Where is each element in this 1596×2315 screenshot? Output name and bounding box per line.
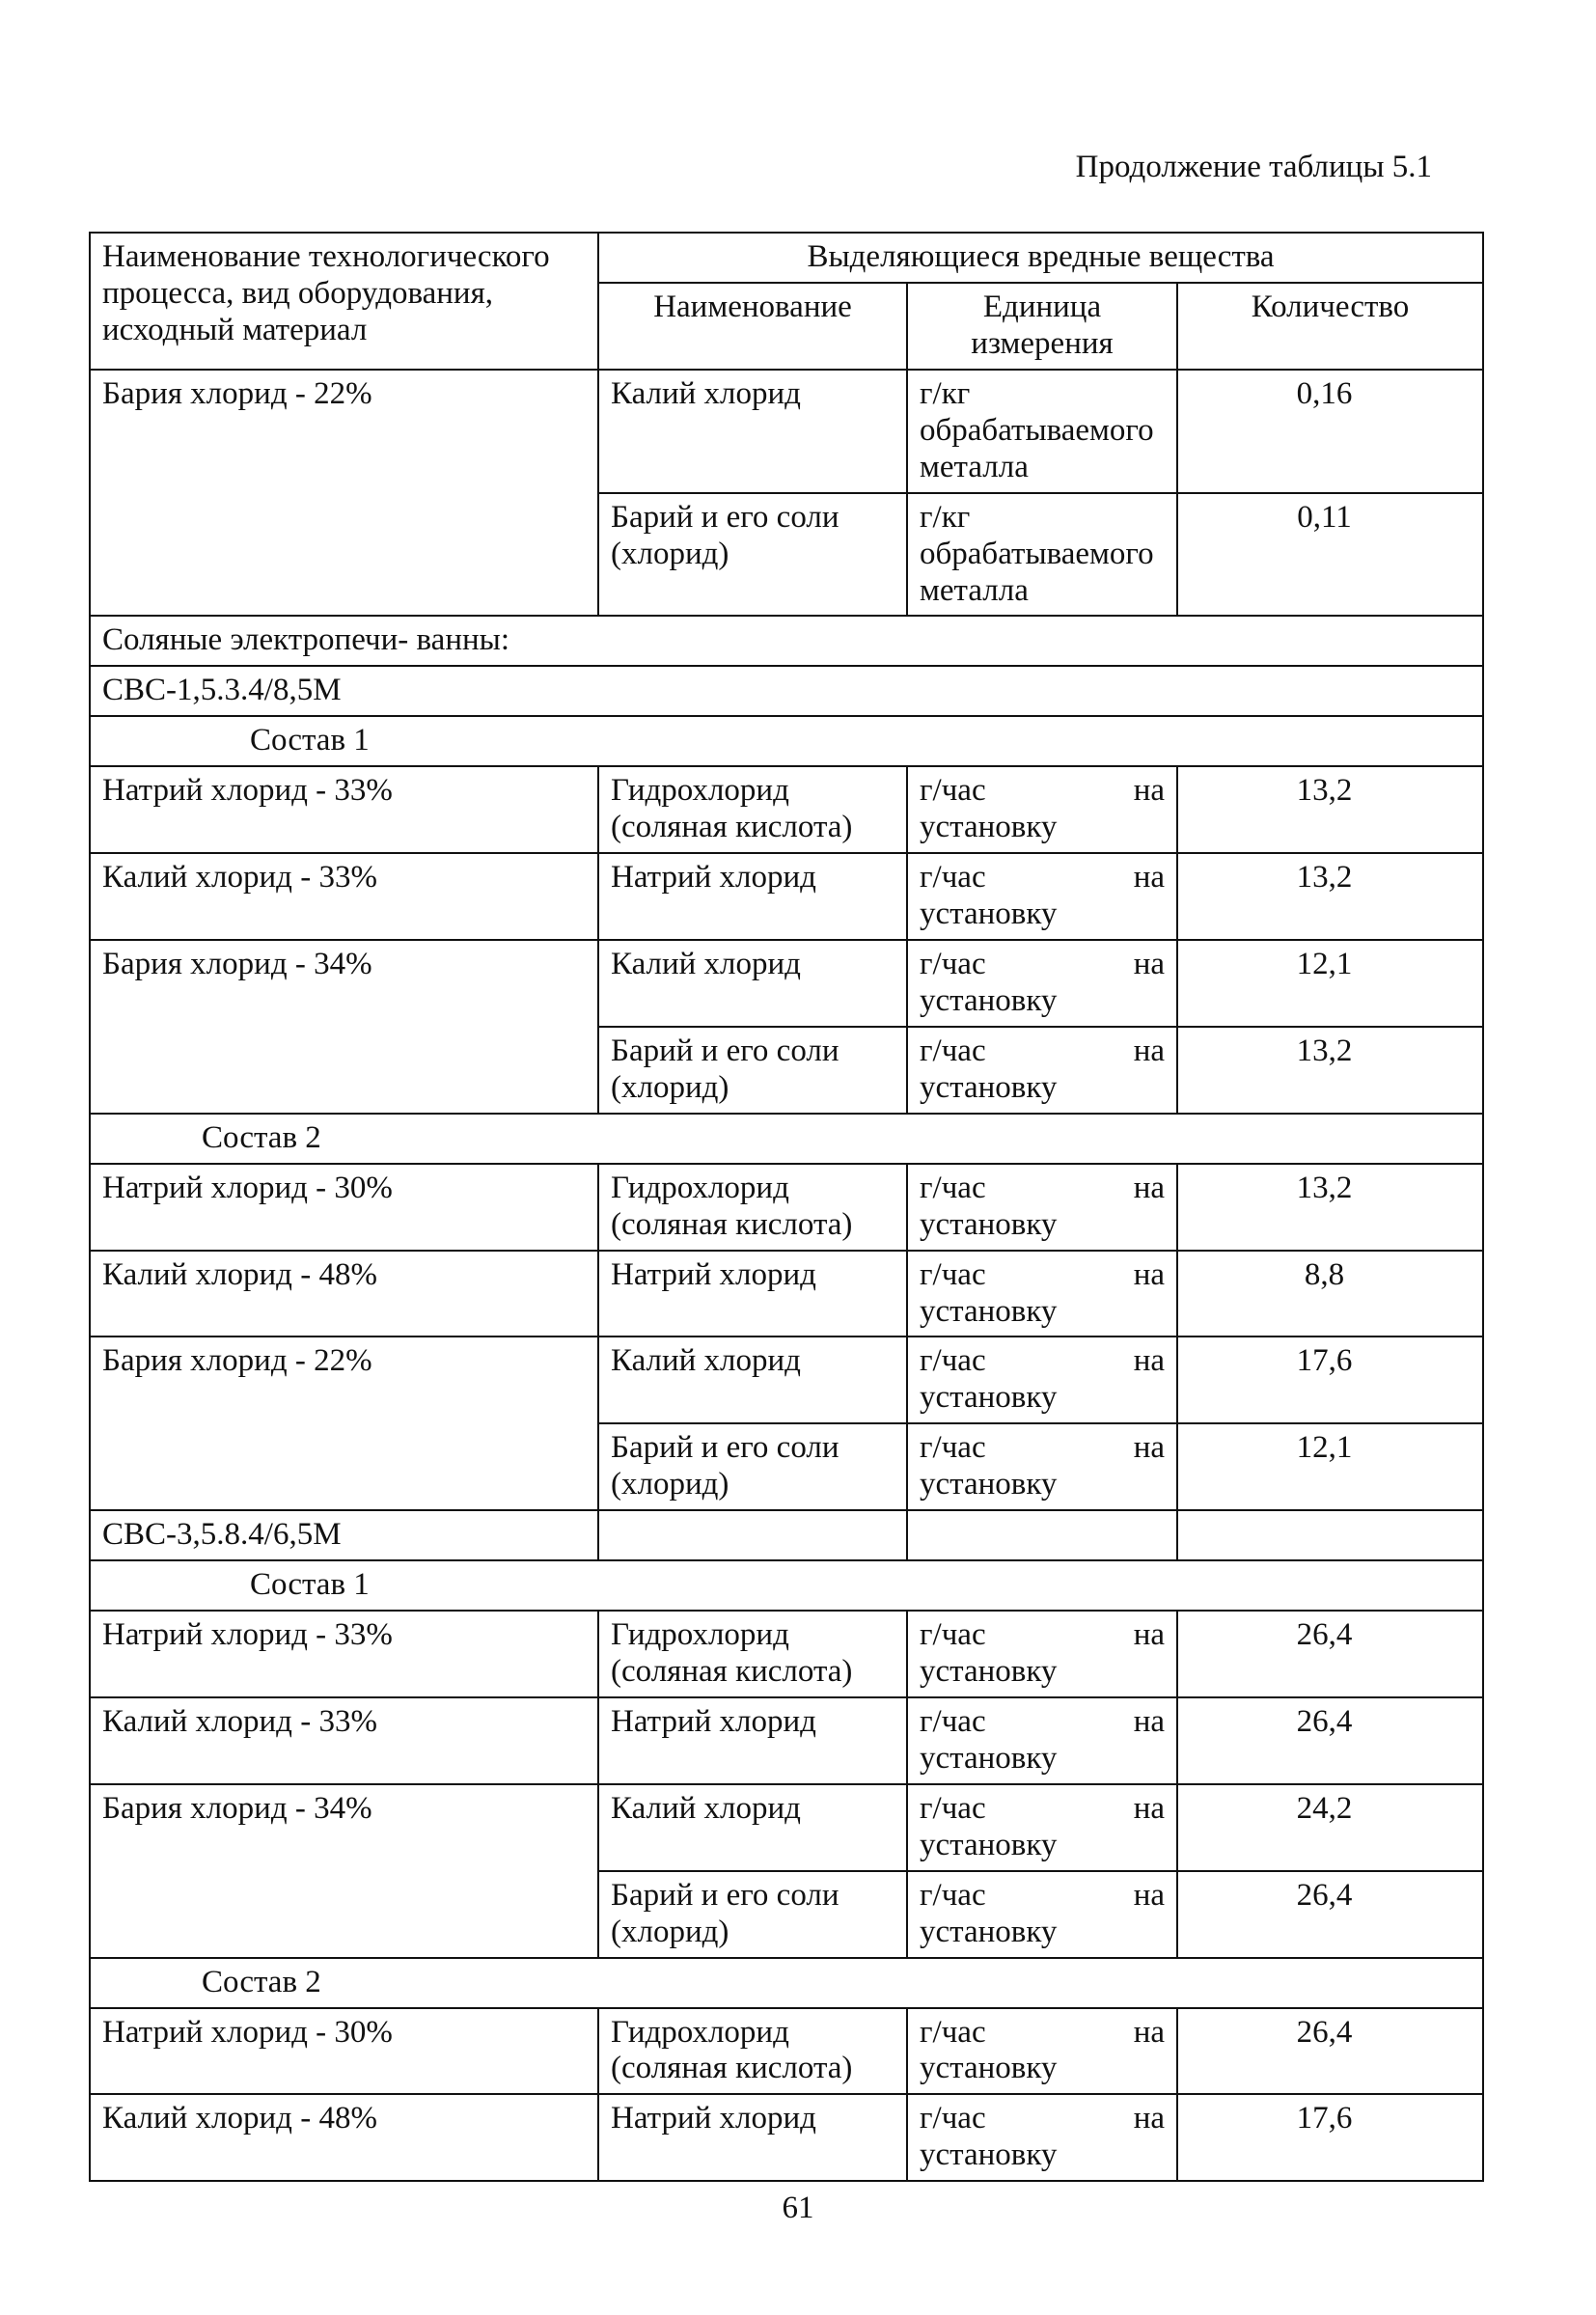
section-row [90,1114,1483,1164]
substance-unit: г/час на установку [907,1784,1177,1871]
substance-qty: 13,2 [1177,766,1483,853]
substance-name: Натрий хлорид [598,1697,907,1784]
substance-qty: 17,6 [1177,1337,1483,1423]
equipment-model: СВС-1,5.3.4/8,5М [90,666,1483,716]
composition-title: Состав 1 [90,1560,1483,1611]
section-row [90,716,1483,766]
substance-unit: г/час на установку [907,853,1177,940]
equipment-model: СВС-3,5.8.4/6,5М [90,1510,598,1560]
substance-name: Натрий хлорид [598,1251,907,1337]
section-row [90,1510,1483,1560]
material-cell: Бария хлорид - 22% [90,370,598,617]
composition-title: Состав 1 [90,716,1483,766]
material-cell: Бария хлорид - 22% [90,1337,598,1510]
substance-name: Барий и его соли (хлорид) [598,1871,907,1958]
substance-unit: г/час на установку [907,1697,1177,1784]
substance-name: Гидрохлорид (соляная кислота) [598,766,907,853]
substance-unit: г/час на установку [907,2008,1177,2095]
table-row [90,1611,1483,1697]
composition-title: Состав 2 [90,1114,1483,1164]
table-row [90,1337,1483,1423]
header-group: Выделяющиеся вредные вещества [598,233,1483,283]
table-row [90,370,1483,493]
header-unit: Единица измерения [907,283,1177,370]
substance-name: Барий и его соли (хлорид) [598,493,907,617]
substance-unit: г/час на установку [907,940,1177,1027]
substance-qty: 12,1 [1177,940,1483,1027]
substance-name: Барий и его соли (хлорид) [598,1027,907,1114]
substance-qty: 0,11 [1177,493,1483,617]
table-row [90,1164,1483,1251]
header-name: Наименование [598,283,907,370]
substance-qty: 12,1 [1177,1423,1483,1510]
substance-qty: 13,2 [1177,1164,1483,1251]
substance-unit: г/час на установку [907,1871,1177,1958]
table-row [90,766,1483,853]
section-row [90,1958,1483,2008]
substance-unit: г/час на установку [907,766,1177,853]
table-row [90,1697,1483,1784]
table-row [90,2008,1483,2095]
material-cell: Натрий хлорид - 30% [90,1164,598,1251]
substance-qty: 13,2 [1177,853,1483,940]
hazardous-substances-table [89,232,1484,2182]
section-row [90,1560,1483,1611]
substance-unit: г/час на установку [907,1611,1177,1697]
substance-name: Гидрохлорид (соляная кислота) [598,1611,907,1697]
material-cell: Калий хлорид - 48% [90,2094,598,2181]
material-cell: Бария хлорид - 34% [90,940,598,1114]
empty-cell [598,1510,907,1560]
material-cell: Натрий хлорид - 33% [90,766,598,853]
substance-name: Гидрохлорид (соляная кислота) [598,2008,907,2095]
table-row [90,853,1483,940]
header-row [90,233,1483,283]
substance-qty: 8,8 [1177,1251,1483,1337]
empty-cell [907,1510,1177,1560]
material-cell: Натрий хлорид - 30% [90,2008,598,2095]
header-process: Наименование технологического процесса, вид оборудования, исходный материал [90,233,598,370]
substance-qty: 26,4 [1177,2008,1483,2095]
table-row [90,1784,1483,1871]
material-cell: Калий хлорид - 48% [90,1251,598,1337]
substance-unit: г/кг обрабатываемого металла [907,493,1177,617]
composition-title: Состав 2 [90,1958,1483,2008]
section-row [90,616,1483,666]
salt-baths-label: Соляные электропечи- ванны: [90,616,1483,666]
header-qty: Количество [1177,283,1483,370]
substance-name: Барий и его соли (хлорид) [598,1423,907,1510]
table-row [90,940,1483,1027]
substance-name: Натрий хлорид [598,2094,907,2181]
substance-name: Калий хлорид [598,1337,907,1423]
material-cell: Калий хлорид - 33% [90,1697,598,1784]
substance-qty: 26,4 [1177,1871,1483,1958]
table-row [90,1251,1483,1337]
substance-unit: г/час на установку [907,1164,1177,1251]
material-cell: Калий хлорид - 33% [90,853,598,940]
substance-unit: г/час на установку [907,1423,1177,1510]
substance-unit: г/час на установку [907,1027,1177,1114]
substance-name: Калий хлорид [598,370,907,493]
section-row [90,666,1483,716]
substance-qty: 17,6 [1177,2094,1483,2181]
substance-name: Калий хлорид [598,1784,907,1871]
substance-unit: г/час на установку [907,1337,1177,1423]
page-number: 61 [782,2191,814,2225]
table-caption: Продолжение таблицы 5.1 [1075,150,1432,184]
empty-cell [1177,1510,1483,1560]
substance-name: Гидрохлорид (соляная кислота) [598,1164,907,1251]
substance-unit: г/кг обрабатываемого металла [907,370,1177,493]
substance-name: Натрий хлорид [598,853,907,940]
substance-unit: г/час на установку [907,1251,1177,1337]
material-cell: Натрий хлорид - 33% [90,1611,598,1697]
substance-qty: 13,2 [1177,1027,1483,1114]
substance-qty: 26,4 [1177,1697,1483,1784]
substance-qty: 24,2 [1177,1784,1483,1871]
material-cell: Бария хлорид - 34% [90,1784,598,1958]
substance-name: Калий хлорид [598,940,907,1027]
substance-qty: 26,4 [1177,1611,1483,1697]
substance-qty: 0,16 [1177,370,1483,493]
table-row [90,2094,1483,2181]
substance-unit: г/час на установку [907,2094,1177,2181]
